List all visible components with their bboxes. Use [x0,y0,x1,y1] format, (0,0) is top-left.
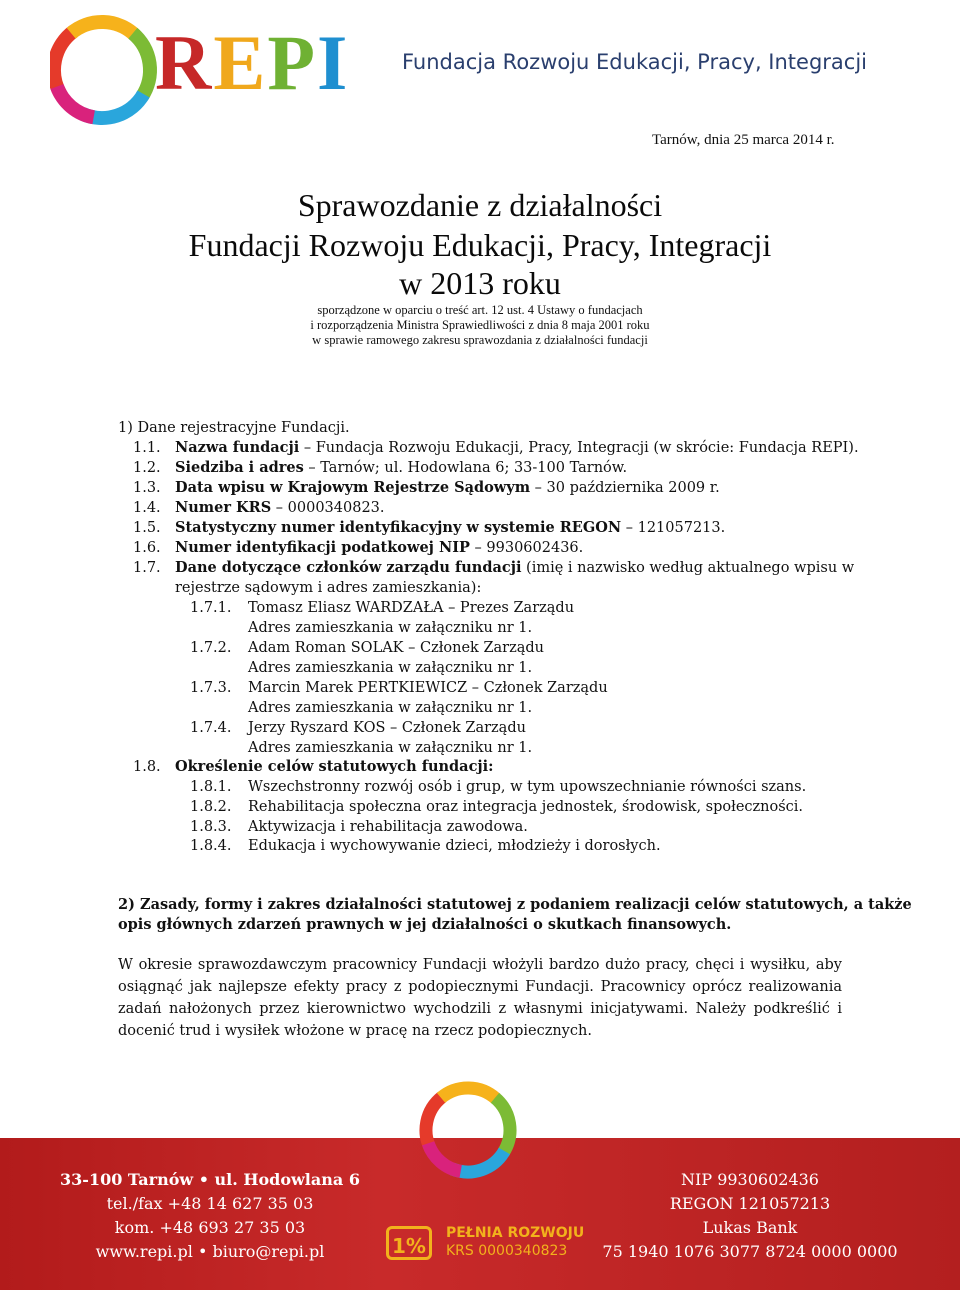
footer-address: 33-100 Tarnów • ul. Hodowlana 6 [60,1170,360,1189]
item-board-members-cont: rejestrze sądowym i adres zamieszkania): [175,580,482,596]
footer-account-number: 75 1940 1076 3077 8724 0000 0000 [602,1242,898,1261]
member-address: Adres zamieszkania w załączniku nr 1. [248,740,533,756]
section2-heading-line2: opis głównych zdarzeń prawnych w jej działalności o skutkach finansowych. [118,916,732,933]
footer-nip: NIP 9930602436 [681,1170,819,1189]
item-statutory-goals: Określenie celów statutowych fundacji: [175,758,494,775]
pelnia-rozwoju-label: PEŁNIA ROZWOJU KRS 0000340823 [446,1225,585,1259]
member-address: Adres zamieszkania w załączniku nr 1. [248,660,533,676]
footer-web-email[interactable]: www.repi.pl • biuro@repi.pl [95,1242,325,1261]
goal-number: 1.8.3. [190,819,232,835]
logo-wordmark: REPI [155,19,350,106]
member-address: Adres zamieszkania w załączniku nr 1. [248,620,533,636]
document-date: Tarnów, dnia 25 marca 2014 r. [652,132,835,148]
member-name: Jerzy Ryszard KOS – Członek Zarządu [248,720,526,736]
item-number: 1.2. [133,460,161,476]
footer-mobile: kom. +48 693 27 35 03 [114,1218,306,1237]
item-number: 1.1. [133,440,161,456]
item-regon: Statystyczny numer identyfikacyjny w systemie REGON – 121057213. [175,519,726,536]
item-number: 1.3. [133,480,161,496]
member-name: Marcin Marek PERTKIEWICZ – Członek Zarządu [248,680,608,696]
member-number: 1.7.2. [190,640,232,656]
item-board-members: Dane dotyczące członków zarządu fundacji (imię i nazwisko według aktualnego wpisu w [175,559,855,576]
item-krs-number: Numer KRS – 0000340823. [175,499,385,516]
report-title-line1: Sprawozdanie z działalności [297,187,663,223]
footer-bank: Lukas Bank [702,1218,798,1237]
goal-text: Aktywizacja i rehabilitacja zawodowa. [248,819,528,835]
item-foundation-name: Nazwa fundacji – Fundacja Rozwoju Edukacji, Pracy, Integracji (w skrócie: Fundacja REPI). [175,439,859,456]
goal-number: 1.8.2. [190,799,232,815]
footer-logo-icon [412,1072,524,1187]
member-number: 1.7.1. [190,600,232,616]
footer-regon: REGON 121057213 [669,1194,831,1213]
member-name: Tomasz Eliasz WARDZAŁA – Prezes Zarządu [248,600,575,616]
report-title-line2: Fundacji Rozwoju Edukacji, Pracy, Integracji [188,227,772,263]
item-address: Siedziba i adres – Tarnów; ul. Hodowlana 6; 33-100 Tarnów. [175,459,628,476]
item-nip: Numer identyfikacji podatkowej NIP – 9930602436. [175,539,584,556]
footer-phone: tel./fax +48 14 627 35 03 [106,1194,314,1213]
item-number: 1.8. [133,759,161,775]
item-number: 1.5. [133,520,161,536]
goal-number: 1.8.4. [190,838,232,854]
member-number: 1.7.3. [190,680,232,696]
goal-text: Rehabilitacja społeczna oraz integracja jednostek, środowisk, społeczności. [248,799,804,815]
section2-paragraph: W okresie sprawozdawczym pracownicy Fundacji włożyli bardzo dużo pracy, chęci i wysiłku, aby osiągnąć jak najlepsze efekty pracy z podopiecznymi Fundacji. Pracownicy oprócz realizowania zadań nałożonych przez kierownictwo wychodzili z własnymi inicjatywami. Należy podkreślić i docenić trud i wysiłek włożone w pracę na rzecz podopiecznych. [118,957,842,1039]
item-krs-date: Data wpisu w Krajowym Rejestrze Sądowym – 30 października 2009 r. [175,479,720,496]
report-subtitle-line1: sporządzone w oparciu o treść art. 12 ust. 4 Ustawy o fundacjach [317,303,643,317]
member-address: Adres zamieszkania w załączniku nr 1. [248,700,533,716]
item-number: 1.6. [133,540,161,556]
item-number: 1.4. [133,500,161,516]
one-percent-badge: 1% [386,1226,432,1260]
member-name: Adam Roman SOLAK – Członek Zarządu [248,640,545,656]
section1-heading: 1) Dane rejestracyjne Fundacji. [118,420,350,436]
foundation-tagline: Fundacja Rozwoju Edukacji, Pracy, Integracji [402,50,867,74]
report-title-line3: w 2013 roku [399,265,561,301]
member-number: 1.7.4. [190,720,232,736]
goal-text: Wszechstronny rozwój osób i grup, w tym upowszechnianie równości szans. [248,779,807,795]
section2-heading-line1: 2) Zasady, formy i zakres działalności statutowej z podaniem realizacji celów statutowych, a także [118,896,912,913]
item-number: 1.7. [133,560,161,576]
goal-number: 1.8.1. [190,779,232,795]
report-subtitle-line3: w sprawie ramowego zakresu sprawozdania z działalności fundacji [312,333,648,347]
report-subtitle-line2: i rozporządzenia Ministra Sprawiedliwości z dnia 8 maja 2001 roku [310,318,650,332]
goal-text: Edukacja i wychowywanie dzieci, młodzieży i dorosłych. [248,838,661,854]
